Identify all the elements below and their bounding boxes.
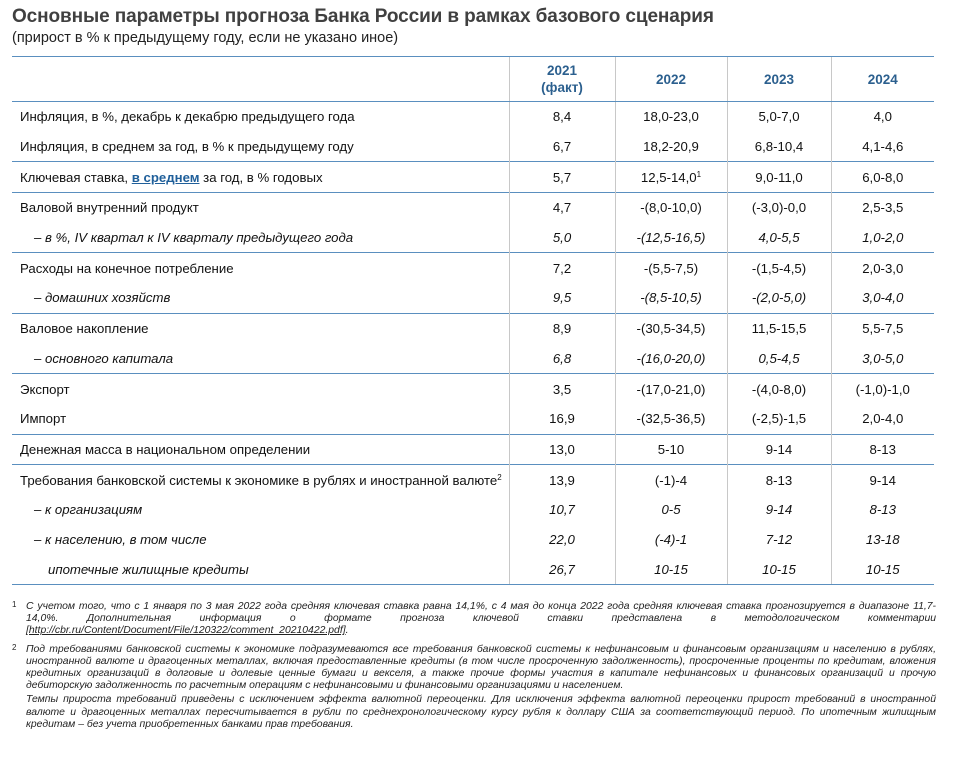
value-2021: 4,7	[509, 193, 615, 223]
row-label	[12, 162, 509, 193]
value-2021: 8,4	[509, 102, 615, 132]
value-2024: (-1,0)-1,0	[831, 374, 934, 404]
row-label: Импорт	[20, 411, 67, 427]
value-2023: 9-14	[727, 495, 831, 525]
value-2023: 0,5-4,5	[727, 344, 831, 374]
table-row	[12, 313, 934, 343]
label-text: Требования банковской системы к экономике в рублях и иностранной валюте	[20, 472, 498, 488]
value-2022: 18,0-23,0	[615, 102, 727, 132]
value-2022: -(5,5-7,5)	[615, 253, 727, 283]
value-2021: 10,7	[509, 495, 615, 525]
row-label: – основного капитала	[34, 350, 174, 366]
value-2022: -(32,5-36,5)	[615, 404, 727, 434]
row-label: – к организациям	[34, 502, 143, 518]
value-2023: (-2,5)-1,5	[727, 404, 831, 434]
value-2024: 2,5-3,5	[831, 193, 934, 223]
value-2022: 10-15	[615, 554, 727, 584]
row-label: Расходы на конечное потребление	[12, 253, 509, 283]
value-2024: 6,0-8,0	[831, 162, 934, 193]
value-2023: 10-15	[727, 554, 831, 584]
value-2022: 0-5	[615, 495, 727, 525]
table-header-row	[12, 57, 934, 102]
value-2024: 3,0-4,0	[831, 283, 934, 313]
footnote-ref[interactable]: 2	[497, 472, 502, 482]
value-2023: 11,5-15,5	[727, 313, 831, 343]
value-2022: 5-10	[615, 434, 727, 465]
table-row	[12, 465, 934, 495]
value-2023: 8-13	[727, 465, 831, 495]
value-2021: 7,2	[509, 253, 615, 283]
average-link[interactable]: в среднем	[131, 169, 200, 185]
table-row	[12, 223, 934, 253]
value-2024: 1,0-2,0	[831, 223, 934, 253]
footnote-ref[interactable]: 1	[696, 169, 702, 179]
table-row	[12, 162, 934, 193]
value-2023: 9-14	[727, 434, 831, 465]
table-row	[12, 132, 934, 162]
value-text: 12,5-14,0	[640, 169, 697, 185]
table-row	[12, 344, 934, 374]
forecast-table	[12, 56, 934, 585]
value-2021: 8,9	[509, 313, 615, 343]
value-2021: 5,0	[509, 223, 615, 253]
value-2021: 3,5	[509, 374, 615, 404]
footnotes	[12, 601, 936, 737]
footnote-mark: 2	[12, 642, 17, 652]
value-2021: 26,7	[509, 554, 615, 584]
value-2022: -(8,0-10,0)	[615, 193, 727, 223]
table-row	[12, 525, 934, 555]
table-row	[12, 374, 934, 404]
table-row	[12, 283, 934, 313]
value-2022: (-1)-4	[615, 465, 727, 495]
value-2023: 5,0-7,0	[727, 102, 831, 132]
header-2021-year: 2021	[546, 63, 578, 78]
row-label: Инфляция, в среднем за год, в % к предыдущему году	[20, 139, 354, 155]
value-2021: 9,5	[509, 283, 615, 313]
value-2024: 8-13	[831, 434, 934, 465]
value-2021: 16,9	[509, 404, 615, 434]
value-2024: 3,0-5,0	[831, 344, 934, 374]
header-2024: 2024	[831, 57, 934, 102]
value-2024: 2,0-3,0	[831, 253, 934, 283]
row-label: Экспорт	[12, 374, 509, 404]
row-label: Инфляция, в %, декабрь к декабрю предыдущего года	[12, 102, 509, 132]
row-label: Валовое накопление	[12, 313, 509, 343]
header-2021	[509, 57, 615, 102]
value-2022: -(12,5-16,5)	[615, 223, 727, 253]
header-2021-note: (факт)	[541, 80, 583, 95]
methodology-link[interactable]: [http://cbr.ru/Content/Document/File/120322/comment_20210422.pdf]	[26, 625, 346, 637]
table-row	[12, 434, 934, 465]
value-2024: 4,1-4,6	[831, 132, 934, 162]
table-row	[12, 554, 934, 584]
header-2022: 2022	[615, 57, 727, 102]
row-label	[12, 465, 509, 495]
row-label: – к населению, в том числе	[34, 531, 207, 547]
value-2021: 6,8	[509, 344, 615, 374]
value-2021: 5,7	[509, 162, 615, 193]
value-2023: 7-12	[727, 525, 831, 555]
value-2021: 22,0	[509, 525, 615, 555]
table-row	[12, 404, 934, 434]
label-part: за год, в % годовых	[203, 169, 323, 185]
value-2022	[615, 162, 727, 193]
value-2022: -(30,5-34,5)	[615, 313, 727, 343]
header-parameter	[12, 57, 509, 102]
page-subtitle: (прирост в % к предыдущему году, если не указано иное)	[12, 30, 399, 46]
footnote-2	[12, 644, 936, 693]
footnote-2-continued	[12, 694, 936, 731]
page-title: Основные параметры прогноза Банка России в рамках базового сценария	[12, 6, 714, 27]
table-row	[12, 495, 934, 525]
value-2022: -(16,0-20,0)	[615, 344, 727, 374]
footnote-end: .	[345, 625, 349, 637]
table-row	[12, 102, 934, 132]
row-label: Валовой внутренний продукт	[12, 193, 509, 223]
value-2023: -(2,0-5,0)	[727, 283, 831, 313]
row-label: Денежная масса в национальном определении	[12, 434, 509, 465]
footnote-text: С учетом того, что с 1 января по 3 мая 2022 года средняя ключевая ставка равна 14,1%, с 4 мая до конца 2022 года средняя ключевая ставка прогнозируется в диапазоне 11,7-14,0%. Дополнительная информация о формате прогноза ключевой ставки представлена в методологическом комментарии	[26, 601, 936, 625]
label-part: Ключевая ставка,	[20, 169, 129, 185]
table-row	[12, 253, 934, 283]
value-2024: 8-13	[831, 495, 934, 525]
value-2024: 5,5-7,5	[831, 313, 934, 343]
value-2023: (-3,0)-0,0	[727, 193, 831, 223]
value-2022: (-4)-1	[615, 525, 727, 555]
footnote-text: Под требованиями банковской системы к экономике подразумеваются все требования банковской системы к нефинансовым и финансовым организациям и населению в рублях, иностранной валюте и драгоценных металлах, включая предоставленные кредиты (в том числе просроченную задолженность), просроченные проценты по кредитам, вложения кредитных организаций в долговые и долевые ценные бумаги и векселя, а также прочие формы участия в капитале нефинансовых и финансовых организаций и прочую дебиторскую задолженность по расчетным операциям с нефинансовыми и финансовыми организациями и населением.	[26, 643, 936, 692]
value-2023: -(4,0-8,0)	[727, 374, 831, 404]
footnote-1	[12, 601, 936, 638]
row-label: – в %, IV квартал к IV кварталу предыдущего года	[34, 230, 354, 246]
value-2021: 13,0	[509, 434, 615, 465]
value-2023: 9,0-11,0	[727, 162, 831, 193]
value-2023: 6,8-10,4	[727, 132, 831, 162]
value-2024: 13-18	[831, 525, 934, 555]
value-2023: -(1,5-4,5)	[727, 253, 831, 283]
table-row	[12, 193, 934, 223]
header-2023: 2023	[727, 57, 831, 102]
footnote-text: Темпы прироста требований приведены с исключением эффекта валютной переоценки. Для исключения эффекта валютной переоценки прирост требований в иностранной валюте и драгоценных металлах пересчитывается в рубли по среднехронологическому курсу рубля к доллару США за соответствующий период. По ипотечным жилищным кредитам – без учета приобретенных банками прав требования.	[26, 694, 936, 730]
value-2024: 4,0	[831, 102, 934, 132]
value-2024: 2,0-4,0	[831, 404, 934, 434]
value-2022: -(17,0-21,0)	[615, 374, 727, 404]
row-label: – домашних хозяйств	[34, 290, 171, 306]
value-2023: 4,0-5,5	[727, 223, 831, 253]
value-2021: 6,7	[509, 132, 615, 162]
value-2024: 10-15	[831, 554, 934, 584]
footnote-mark: 1	[12, 600, 17, 609]
value-2022: 18,2-20,9	[615, 132, 727, 162]
value-2024: 9-14	[831, 465, 934, 495]
row-label: ипотечные жилищные кредиты	[12, 554, 509, 584]
value-2021: 13,9	[509, 465, 615, 495]
value-2022: -(8,5-10,5)	[615, 283, 727, 313]
